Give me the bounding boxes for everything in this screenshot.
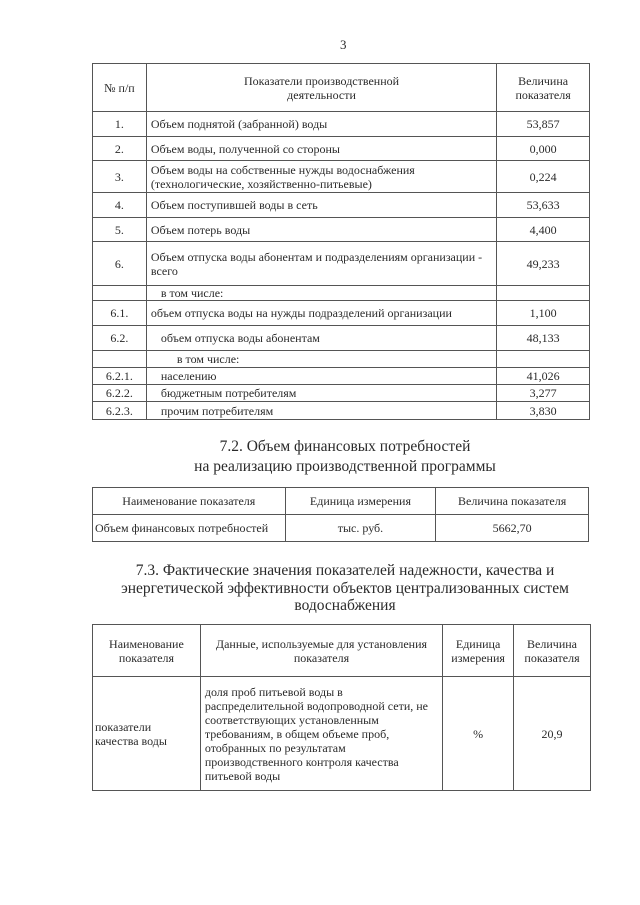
table-row (93, 385, 590, 402)
row-num: 5. (93, 218, 147, 242)
row-value: 53,857 (497, 112, 590, 137)
section-7-3-title-line1: 7.3. Фактические значения показателей надежности, качества и (135, 562, 555, 579)
row-value: 49,233 (497, 242, 590, 286)
row-name: Объем поднятой (забранной) воды (146, 112, 496, 137)
row-name: Объем воды, полученной со стороны (146, 137, 496, 161)
section-7-2-title-line1: 7.2. Объем финансовых потребностей (219, 438, 471, 455)
table-row (93, 677, 591, 791)
table-row (93, 218, 590, 242)
section-7-2-title-line2: на реализацию производственной программы (194, 458, 496, 475)
table-row (93, 301, 590, 326)
row-num: 6.2.1. (93, 368, 147, 385)
row-value: 3,830 (497, 402, 590, 420)
row-value (497, 286, 590, 301)
header-unit: Единица измерения (443, 625, 514, 677)
row-name: населению (146, 368, 496, 385)
row-name: Объем воды на собственные нужды водоснабжения (технологические, хозяйственно-питьевые) (146, 161, 496, 193)
header-value: Величина показателя (436, 488, 589, 515)
row-value: 0,000 (497, 137, 590, 161)
row-value: 3,277 (497, 385, 590, 402)
table-row (93, 402, 590, 420)
table-row (93, 112, 590, 137)
table-row (93, 351, 590, 368)
row-value: 41,026 (497, 368, 590, 385)
row-name: бюджетным потребителям (146, 385, 496, 402)
row-value (497, 351, 590, 368)
header-name: Наименование показателя (93, 488, 286, 515)
header-value: Величина показателя (514, 625, 591, 677)
row-num: 6. (93, 242, 147, 286)
header-value: Величина показателя (497, 64, 590, 112)
row-name: объем отпуска воды абонентам (146, 326, 496, 351)
row-name: прочим потребителям (146, 402, 496, 420)
row-data: доля проб питьевой воды в распределительной водопроводной сети, не соответствующих установленным требованиям, в общем объеме проб, отобранных по результатам производственного контроля качества питьевой воды (200, 677, 442, 791)
row-name: в том числе: (146, 286, 496, 301)
row-value: 0,224 (497, 161, 590, 193)
row-value: 4,400 (497, 218, 590, 242)
table-row (93, 286, 590, 301)
table-row (93, 193, 590, 218)
row-num: 3. (93, 161, 147, 193)
row-num: 6.2.2. (93, 385, 147, 402)
row-name: показатели качества воды (93, 677, 201, 791)
row-name: Объем финансовых потребностей (93, 515, 286, 542)
header-name: Наименование показателя (93, 625, 201, 677)
row-value: 1,100 (497, 301, 590, 326)
row-num: 4. (93, 193, 147, 218)
row-num (93, 351, 147, 368)
row-num: 6.2.3. (93, 402, 147, 420)
table-header-row (93, 64, 590, 112)
reliability-quality-table (92, 624, 591, 791)
header-unit: Единица измерения (285, 488, 436, 515)
table-row (93, 242, 590, 286)
row-num: 6.1. (93, 301, 147, 326)
header-num: № п/п (93, 64, 147, 112)
section-7-3-title-line2: энергетической эффективности объектов централизованных систем (121, 580, 569, 597)
row-unit: % (443, 677, 514, 791)
row-value: 48,133 (497, 326, 590, 351)
row-num (93, 286, 147, 301)
row-num: 1. (93, 112, 147, 137)
row-value: 20,9 (514, 677, 591, 791)
table-row (93, 161, 590, 193)
table-row (93, 137, 590, 161)
page-number: 3 (340, 37, 347, 52)
header-indicator: Показатели производственной деятельности (146, 64, 496, 112)
row-name: в том числе: (146, 351, 496, 368)
row-name: объем отпуска воды на нужды подразделений организации (146, 301, 496, 326)
header-data: Данные, используемые для установления показателя (200, 625, 442, 677)
row-name: Объем отпуска воды абонентам и подразделениям организации - всего (146, 242, 496, 286)
row-name: Объем потерь воды (146, 218, 496, 242)
production-indicators-table (92, 63, 590, 420)
row-unit: тыс. руб. (285, 515, 436, 542)
section-7-3-title-line3: водоснабжения (294, 597, 396, 614)
row-num: 6.2. (93, 326, 147, 351)
row-num: 2. (93, 137, 147, 161)
row-value: 5662,70 (436, 515, 589, 542)
row-name: Объем поступившей воды в сеть (146, 193, 496, 218)
financial-needs-table (92, 487, 589, 542)
table-row (93, 368, 590, 385)
row-value: 53,633 (497, 193, 590, 218)
table-row (93, 326, 590, 351)
table-row (93, 515, 589, 542)
